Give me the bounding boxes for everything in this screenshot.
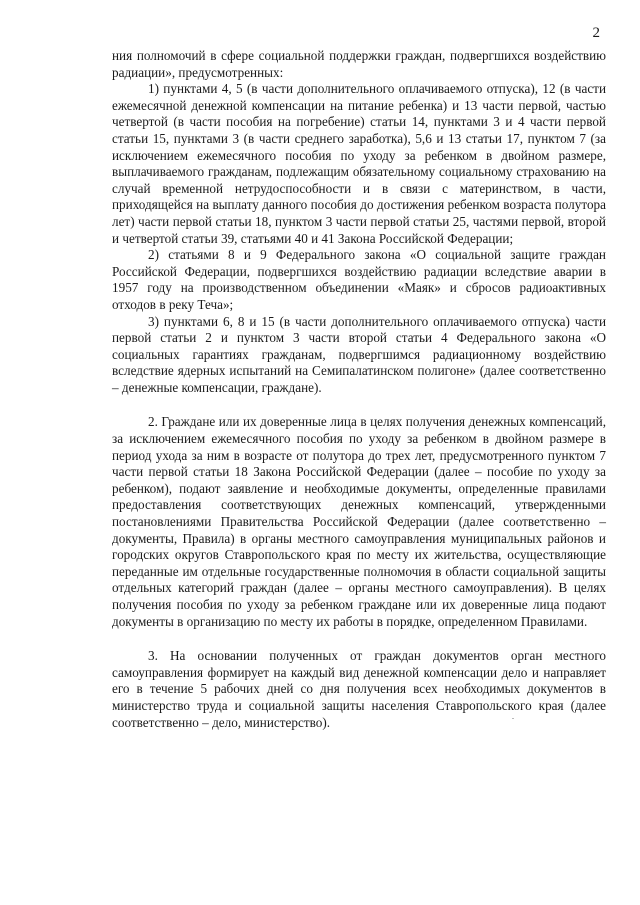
paragraph-item-1: 1) пунктами 4, 5 (в части дополнительного оплачиваемого отпуска), 12 (в части ежемесячной денежной компенсации на питание ребенка) и 13 части первой, частью четвертой (в части пособия на погребение) статьи 14, пунктами 3 и 4 части первой статьи 15, пунктами 3 (в части среднего заработка), 5,6 и 13 статьи 17, пунктом 7 (за исключением ежемесячного пособия по уходу за ребенком в двойном размере, выплачиваемого гражданам, подлежащим обязательному социальному страхованию на случай временной нетрудоспособности и в связи с материнством, в части, приходящейся на выплату данного пособия до достижения ребенком возраста полутора лет) части первой статьи 18, пунктом 3 части первой статьи 25, частями первой, второй и четвертой статьи 39, статьями 40 и 41 Закона Российской Федерации; (112, 81, 606, 246)
page-number: 2 (592, 25, 600, 41)
paragraph-continuation: ния полномочий в сфере социальной поддержки граждан, подвергшихся воздействию радиации», предусмотренных: (112, 48, 606, 80)
scan-speck (512, 718, 514, 719)
paragraph-item-2: 2) статьями 8 и 9 Федерального закона «О социальной защите граждан Российской Федерации, подвергшихся воздействию радиации вследствие аварии в 1957 году на производственном объединении «Маяк» и сбросов радиоактивных отходов в реку Теча»; (112, 247, 606, 312)
paragraph-section-2: 2. Граждане или их доверенные лица в целях получения денежных компенсаций, за исключением ежемесячного пособия по уходу за ребенком в двойном размере в период ухода за ним в возрасте от полутора до трех лет, предусмотренного пунктом 7 части первой статьи 18 Закона Российской Федерации (далее – пособие по уходу за ребенком), подают заявление и необходимые документы, определенные правилами предоставления соответствующих денежных компенсаций, утвержденными постановлениями Правительства Российской Федерации (далее соответственно – документы, Правила) в органы местного самоуправления муниципальных районов и городских округов Ставропольского края по месту их жительства, осуществляющие переданные им отдельные государственные полномочия в области социальной защиты отдельных категорий граждан (далее – органы местного самоуправления). В целях получения пособия по уходу за ребенком граждане или их доверенные лица подают документы в организацию по месту их работы в порядке, определенном Правилами. (112, 414, 606, 629)
document-body (112, 48, 606, 731)
paragraph-item-3: 3) пунктами 6, 8 и 15 (в части дополнительного оплачиваемого отпуска) части первой статьи 2 и пунктом 3 части второй статьи 4 Федерального закона «О социальных гарантиях гражданам, подвергшимся радиационному воздействию вследствие ядерных испытаний на Семипалатинском полигоне» (далее соответственно – денежные компенсации, граждане). (112, 313, 606, 395)
paragraph-section-3: 3. На основании полученных от граждан документов орган местного самоуправления формирует на каждый вид денежной компенсации дело и направляет его в течение 5 рабочих дней со дня получения всех необходимых документов в министерство труда и социальной защиты населения Ставропольского края (далее соответственно – дело, министерство). (112, 648, 606, 730)
